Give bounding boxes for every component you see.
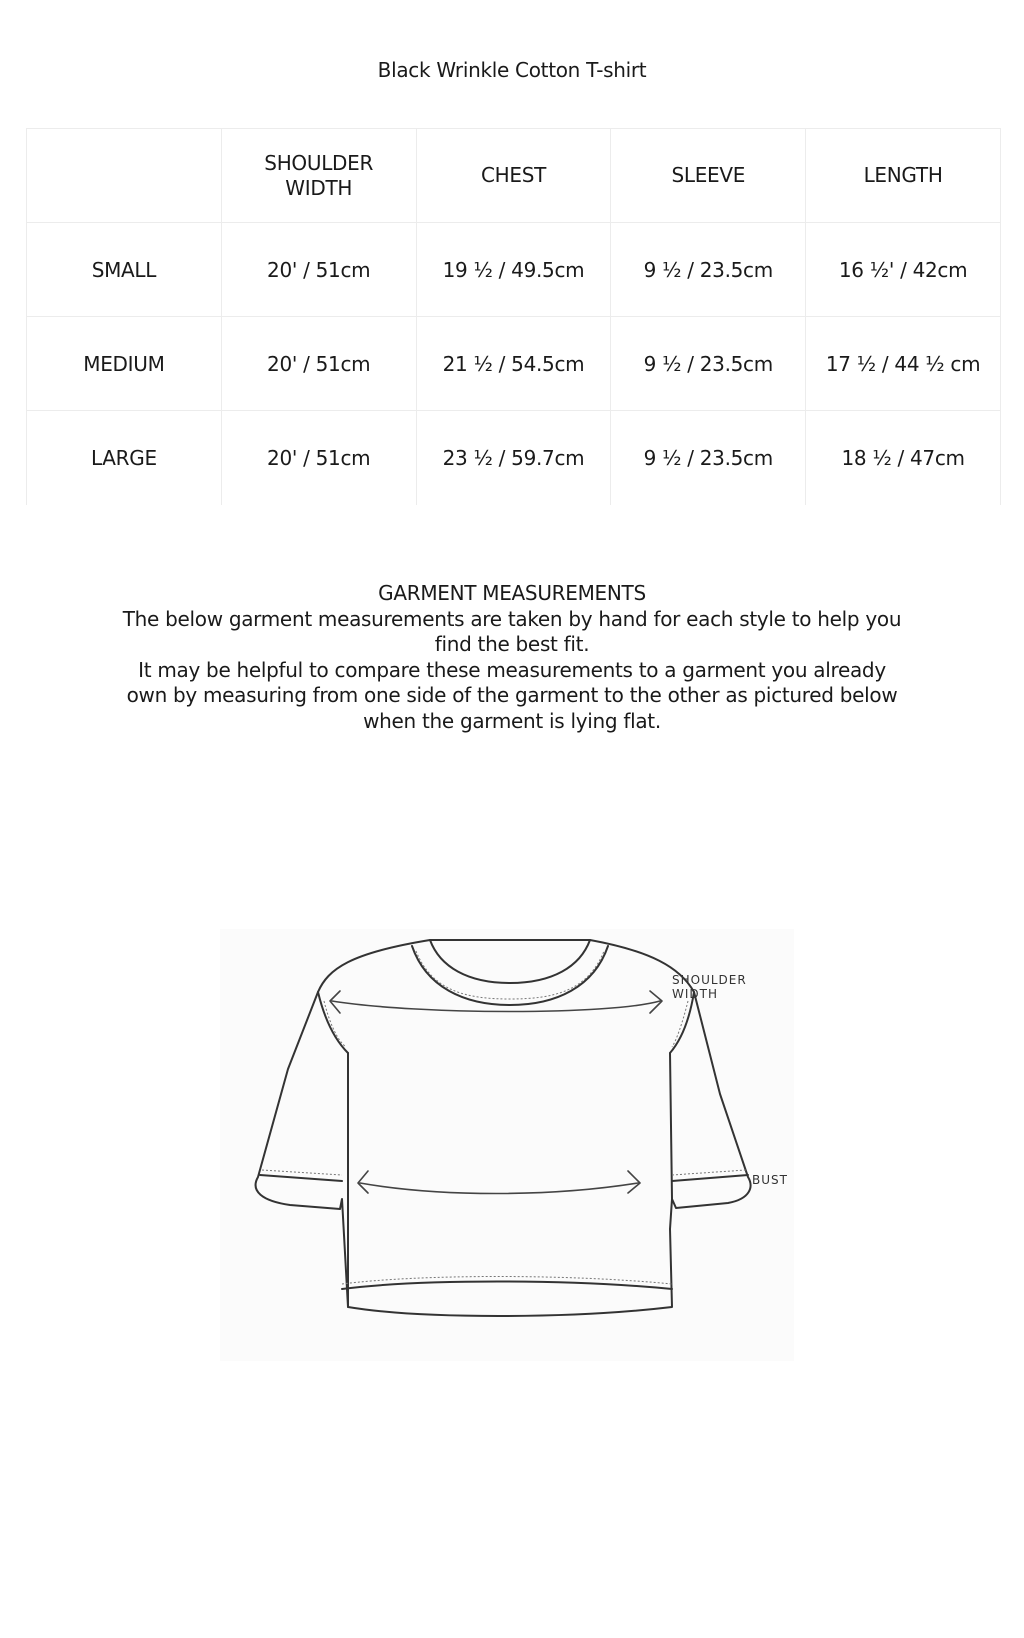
size-label: MEDIUM bbox=[27, 317, 222, 411]
table-row-small bbox=[27, 223, 1001, 317]
table-header-row bbox=[27, 129, 1001, 223]
sleeve-value: 9 ½ / 23.5cm bbox=[611, 317, 806, 411]
shoulder-value: 20' / 51cm bbox=[221, 317, 416, 411]
size-label: SMALL bbox=[27, 223, 222, 317]
info-paragraph-1: The below garment measurements are taken by hand for each style to help you find the best fit. bbox=[122, 606, 902, 656]
chest-value: 21 ½ / 54.5cm bbox=[416, 317, 611, 411]
sleeve-value: 9 ½ / 23.5cm bbox=[611, 411, 806, 505]
page-title: Black Wrinkle Cotton T-shirt bbox=[377, 58, 647, 82]
header-shoulder-width: SHOULDER WIDTH bbox=[221, 129, 416, 223]
header-sleeve: SLEEVE bbox=[611, 129, 806, 223]
header-chest: CHEST bbox=[416, 129, 611, 223]
length-value: 17 ½ / 44 ½ cm bbox=[806, 317, 1001, 411]
shoulder-value: 20' / 51cm bbox=[221, 411, 416, 505]
tshirt-diagram bbox=[220, 929, 794, 1361]
info-paragraph-2: It may be helpful to compare these measurements to a garment you already own by measuring from one side of the garment to the other as pictured below when the garment is lying flat. bbox=[126, 657, 898, 733]
chest-value: 23 ½ / 59.7cm bbox=[416, 411, 611, 505]
chest-value: 19 ½ / 49.5cm bbox=[416, 223, 611, 317]
shoulder-width-label: SHOULDER WIDTH bbox=[672, 973, 747, 1001]
sleeve-value: 9 ½ / 23.5cm bbox=[611, 223, 806, 317]
garment-measurements-info bbox=[120, 581, 904, 734]
table-row-large bbox=[27, 411, 1001, 505]
length-value: 18 ½ / 47cm bbox=[806, 411, 1001, 505]
header-length: LENGTH bbox=[806, 129, 1001, 223]
shoulder-value: 20' / 51cm bbox=[221, 223, 416, 317]
header-cell-blank bbox=[27, 129, 222, 223]
table-row-medium bbox=[27, 317, 1001, 411]
size-chart-table bbox=[26, 128, 1001, 505]
length-value: 16 ½' / 42cm bbox=[806, 223, 1001, 317]
info-heading: GARMENT MEASUREMENTS bbox=[378, 581, 646, 605]
bust-label: BUST bbox=[752, 1173, 788, 1187]
size-label: LARGE bbox=[27, 411, 222, 505]
